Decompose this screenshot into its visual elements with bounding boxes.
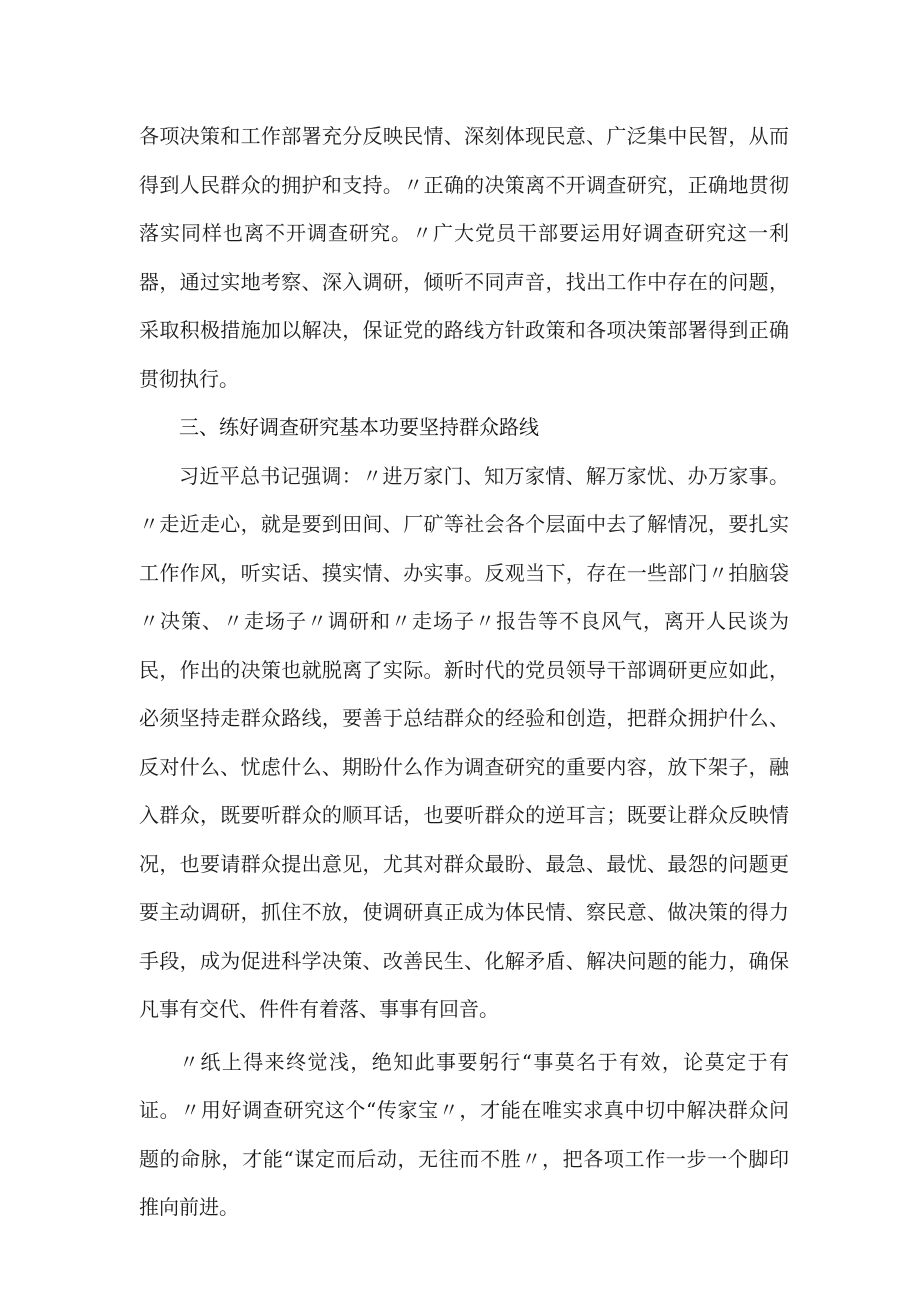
paragraph-1: 各项决策和工作部署充分反映民情、深刻体现民意、广泛集中民智，从而得到人民群众的拥护和支持。〃正确的决策离不开调查研究，正确地贯彻落实同样也离不开调查研究。〃广大党员干部要运用好调查研究这一利器，通过实地考察、深入调研，倾听不同声音，找出工作中存在的问题，采取积极措施加以解决，保证党的路线方针政策和各项决策部署得到正确贯彻执行。	[139, 124, 789, 391]
section-heading: 三、练好调查研究基本功要坚持群众路线	[179, 415, 539, 439]
paragraph-3: 〃纸上得来终觉浅，绝知此事要躬行“事莫名于有效，论莫定于有证。〃用好调查研究这个“传家宝〃，才能在唯实求真中切中解决群众问题的命脉，才能“谋定而后动，无往而不胜〃，把各项工作一步一个脚印推向前进。	[139, 1049, 789, 1219]
paragraph-2: 习近平总书记强调：〃进万家门、知万家情、解万家忧、办万家事。〃走近走心，就是要到田间、厂矿等社会各个层面中去了解情况，要扎实工作作风，听实话、摸实情、办实事。反观当下，存在一些部门〃拍脑袋〃决策、〃走场子〃调研和〃走场子〃报告等不良风气，离开人民谈为民，作出的决策也就脱离了实际。新时代的党员领导干部调研更应如此，必须坚持走群众路线，要善于总结群众的经验和创造，把群众拥护什么、反对什么、忧虑什么、期盼什么作为调查研究的重要内容，放下架子，融入群众，既要听群众的顺耳话，也要听群众的逆耳言；既要让群众反映情况，也要请群众提出意见，尤其对群众最盼、最急、最忧、最怨的问题更要主动调研，抓住不放，使调研真正成为体民情、察民意、做决策的得力手段，成为促进科学决策、改善民生、化解矛盾、解决问题的能力，确保凡事有交代、件件有着落、事事有回音。	[139, 463, 789, 1021]
document-body	[139, 112, 789, 1232]
